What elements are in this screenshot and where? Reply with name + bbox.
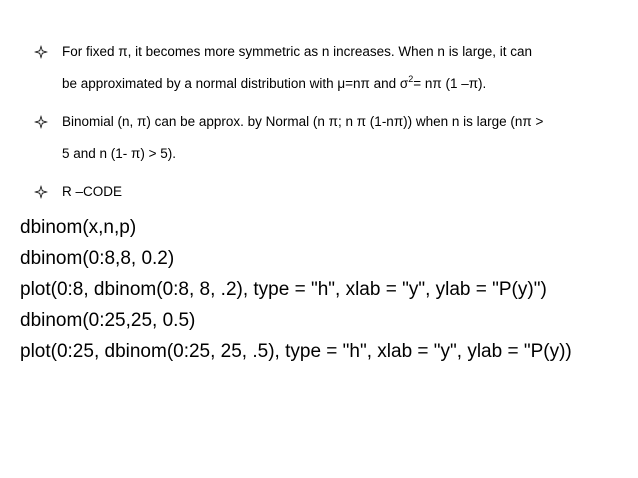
bullet-text: = nπ (1 –π). bbox=[413, 76, 487, 91]
code-line: plot(0:8, dbinom(0:8, 8, .2), type = "h", xlab = "y", ylab = "P(y)") bbox=[20, 279, 547, 300]
four-petal-diamond-icon bbox=[34, 45, 48, 59]
bullet-line: R –CODE bbox=[62, 184, 123, 199]
bullet-line bbox=[62, 68, 614, 100]
bullet-line: For fixed π, it becomes more symmetric as n increases. When n is large, it can bbox=[62, 44, 532, 59]
bullet-line: Binomial (n, π) can be approx. by Normal (n π; n π (1-nπ)) when n is large (nπ > bbox=[62, 114, 544, 129]
code-line: dbinom(x,n,p) bbox=[20, 217, 137, 238]
code-line: plot(0:25, dbinom(0:25, 25, .5), type = "h", xlab = "y", ylab = "P(y)) bbox=[20, 341, 572, 362]
code-line: dbinom(0:25,25, 0.5) bbox=[20, 310, 196, 331]
superscript: 2 bbox=[408, 74, 414, 84]
r-code-block bbox=[20, 212, 630, 367]
bullet-item-r-code bbox=[34, 176, 614, 208]
four-petal-diamond-icon bbox=[34, 185, 48, 199]
bullet-line: 5 and n (1- π) > 5). bbox=[62, 146, 176, 161]
bullet-list bbox=[34, 36, 614, 214]
bullet-text: be approximated by a normal distribution with μ=nπ and σ bbox=[62, 76, 409, 91]
four-petal-diamond-icon bbox=[34, 115, 48, 129]
bullet-item-binomial-approx bbox=[34, 106, 614, 170]
code-line: dbinom(0:8,8, 0.2) bbox=[20, 248, 175, 269]
bullet-item-normal-approximation bbox=[34, 36, 614, 100]
